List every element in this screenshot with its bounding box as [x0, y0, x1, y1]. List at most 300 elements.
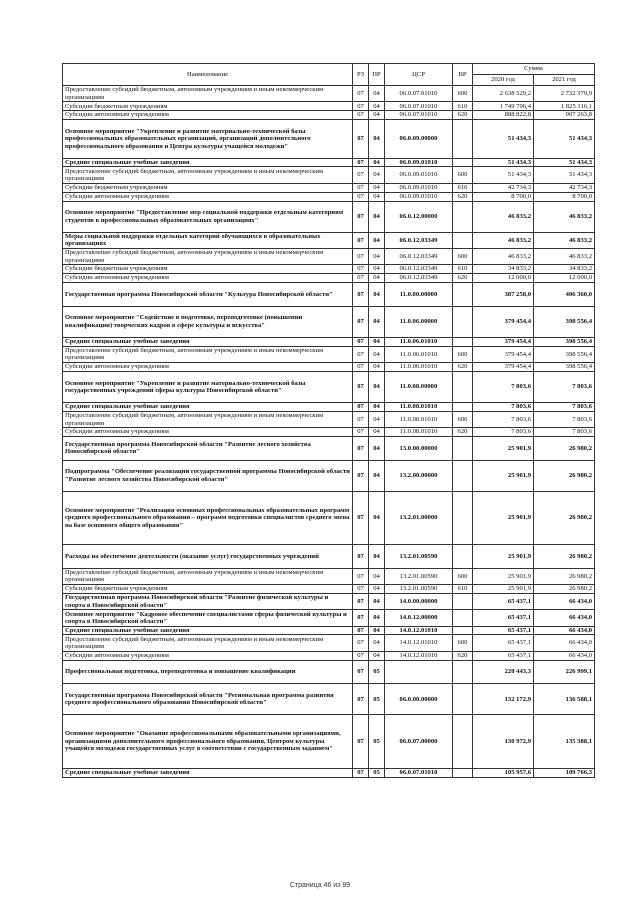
cell-sum-2021: 398 556,4: [534, 346, 595, 362]
cell-name: Государственная программа Новосибирской области "Развитие лесного хозяйства Новосибирской области": [63, 437, 353, 461]
cell-csr: [385, 660, 453, 684]
cell-vr: [453, 232, 473, 248]
cell-rz: 07: [353, 232, 369, 248]
cell-rz: 07: [353, 585, 369, 594]
cell-pr: 04: [369, 402, 385, 411]
cell-sum-2020: 379 454,4: [473, 346, 534, 362]
table-row: [63, 428, 595, 437]
cell-vr: [453, 660, 473, 684]
cell-rz: 07: [353, 568, 369, 584]
cell-sum-2021: 46 833,2: [534, 248, 595, 264]
table-row: [63, 610, 595, 626]
cell-pr: 04: [369, 491, 385, 544]
table-row: [63, 362, 595, 371]
cell-sum-2020: 34 833,2: [473, 265, 534, 274]
cell-csr: 06.0.07.01010: [385, 86, 453, 102]
cell-rz: 07: [353, 768, 369, 777]
cell-pr: 04: [369, 183, 385, 192]
cell-sum-2021: 135 388,1: [534, 715, 595, 768]
cell-sum-2020: 42 734,3: [473, 183, 534, 192]
cell-sum-2020: 51 434,3: [473, 158, 534, 167]
cell-name: Основное мероприятие "Реализация основных профессиональных образовательных программ среднего профессионального образования – программ подготовки специалистов среднего звена на базе основного общего образования": [63, 491, 353, 544]
cell-name: Средние специальные учебные заведения: [63, 626, 353, 635]
cell-vr: 620: [453, 428, 473, 437]
cell-vr: 610: [453, 183, 473, 192]
table-row: [63, 346, 595, 362]
cell-vr: 620: [453, 274, 473, 283]
cell-name: Меры социальной поддержки отдельных категорий обучающихся в образовательных организациях: [63, 232, 353, 248]
col-header-sum: Сумма: [473, 64, 595, 75]
col-header-vr: ВР: [453, 64, 473, 86]
table-row: [63, 585, 595, 594]
cell-sum-2021: 34 833,2: [534, 265, 595, 274]
cell-vr: [453, 545, 473, 569]
cell-sum-2020: 888 822,8: [473, 111, 534, 120]
cell-sum-2021: 51 434,3: [534, 120, 595, 159]
cell-name: Государственная программа Новосибирской области "Культура Новосибирской области": [63, 283, 353, 307]
cell-sum-2020: 379 454,4: [473, 306, 534, 337]
budget-table: [62, 63, 595, 778]
col-header-pr: ПР: [369, 64, 385, 86]
cell-name: Предоставление субсидий бюджетным, автономным учреждениям и иным некоммерческим организациям: [63, 635, 353, 651]
cell-rz: 07: [353, 362, 369, 371]
cell-csr: 14.0.12.01010: [385, 651, 453, 660]
table-row: [63, 337, 595, 346]
cell-rz: 07: [353, 183, 369, 192]
cell-rz: 07: [353, 248, 369, 264]
table-row: [63, 274, 595, 283]
cell-vr: 600: [453, 568, 473, 584]
cell-vr: 600: [453, 248, 473, 264]
cell-sum-2021: 26 980,2: [534, 568, 595, 584]
cell-csr: 06.0.09.01010: [385, 183, 453, 192]
cell-rz: 07: [353, 306, 369, 337]
cell-pr: 05: [369, 768, 385, 777]
table-row: [63, 102, 595, 111]
cell-sum-2020: 132 172,9: [473, 684, 534, 715]
cell-sum-2020: 51 434,3: [473, 120, 534, 159]
cell-name: Предоставление субсидий бюджетным, автономным учреждениям и иным некоммерческим организациям: [63, 411, 353, 427]
cell-name: Предоставление субсидий бюджетным, автономным учреждениям и иным некоммерческим организациям: [63, 568, 353, 584]
cell-vr: 610: [453, 585, 473, 594]
cell-name: Профессиональная подготовка, переподготовка и повышение квалификации: [63, 660, 353, 684]
cell-rz: 07: [353, 158, 369, 167]
cell-vr: [453, 491, 473, 544]
cell-vr: [453, 684, 473, 715]
cell-rz: 07: [353, 715, 369, 768]
cell-csr: 06.0.00.00000: [385, 684, 453, 715]
cell-name: Средние специальные учебные заведения: [63, 158, 353, 167]
cell-vr: [453, 437, 473, 461]
cell-vr: 620: [453, 362, 473, 371]
cell-pr: 04: [369, 306, 385, 337]
cell-vr: [453, 768, 473, 777]
cell-rz: 07: [353, 265, 369, 274]
table-row: [63, 626, 595, 635]
cell-rz: 07: [353, 460, 369, 491]
cell-sum-2020: 7 803,6: [473, 402, 534, 411]
cell-sum-2020: 105 957,6: [473, 768, 534, 777]
cell-vr: [453, 594, 473, 610]
cell-rz: 07: [353, 86, 369, 102]
table-row: [63, 437, 595, 461]
cell-vr: 610: [453, 265, 473, 274]
cell-rz: 07: [353, 411, 369, 427]
cell-sum-2021: 66 434,0: [534, 594, 595, 610]
cell-csr: 06.0.12.00000: [385, 201, 453, 232]
col-header-2021: 2021 год: [534, 75, 595, 86]
cell-name: Основное мероприятие "Предоставление мер социальной поддержки отдельным категориям студентов в профессиональных образовательных организациях": [63, 201, 353, 232]
cell-name: Субсидии автономным учреждениям: [63, 362, 353, 371]
cell-sum-2021: 398 556,4: [534, 306, 595, 337]
cell-csr: 11.0.08.01010: [385, 428, 453, 437]
cell-vr: [453, 201, 473, 232]
cell-name: Субсидии автономным учреждениям: [63, 651, 353, 660]
cell-sum-2020: 46 833,2: [473, 248, 534, 264]
cell-name: Средние специальные учебные заведения: [63, 402, 353, 411]
cell-sum-2021: 136 588,1: [534, 684, 595, 715]
cell-rz: 07: [353, 111, 369, 120]
cell-sum-2020: 25 901,9: [473, 585, 534, 594]
cell-pr: 04: [369, 371, 385, 402]
cell-sum-2020: 65 437,1: [473, 651, 534, 660]
cell-csr: 06.0.09.01010: [385, 192, 453, 201]
table-body: [63, 86, 595, 778]
table-row: [63, 651, 595, 660]
cell-csr: 14.0.12.00000: [385, 610, 453, 626]
cell-pr: 04: [369, 86, 385, 102]
cell-sum-2021: 7 803,6: [534, 402, 595, 411]
cell-vr: [453, 120, 473, 159]
cell-pr: 04: [369, 337, 385, 346]
cell-name: Основное мероприятие "Укрепление и развитие материально-технической базы профессиональных образовательных организаций, организаций дополнительного профессионального образования и Центра культуры учащейся молодежи": [63, 120, 353, 159]
cell-sum-2020: 25 901,9: [473, 568, 534, 584]
cell-csr: 06.0.07.01010: [385, 102, 453, 111]
cell-name: Предоставление субсидий бюджетным, автономным учреждениям и иным некоммерческим организациям: [63, 346, 353, 362]
cell-sum-2021: 7 803,6: [534, 371, 595, 402]
cell-name: Субсидии автономным учреждениям: [63, 428, 353, 437]
cell-csr: 11.0.06.01010: [385, 362, 453, 371]
cell-vr: [453, 337, 473, 346]
table-row: [63, 306, 595, 337]
cell-sum-2020: 25 901,9: [473, 460, 534, 491]
cell-name: Предоставление субсидий бюджетным, автономным учреждениям и иным некоммерческим организациям: [63, 86, 353, 102]
cell-sum-2021: 26 980,2: [534, 460, 595, 491]
cell-rz: 07: [353, 651, 369, 660]
cell-rz: 07: [353, 660, 369, 684]
cell-rz: 07: [353, 274, 369, 283]
cell-vr: 600: [453, 635, 473, 651]
cell-rz: 07: [353, 626, 369, 635]
budget-table-sheet: [62, 63, 594, 778]
cell-name: Средние специальные учебные заведения: [63, 768, 353, 777]
cell-rz: 07: [353, 346, 369, 362]
cell-csr: 11.0.08.00000: [385, 371, 453, 402]
cell-csr: 11.0.08.01010: [385, 411, 453, 427]
cell-sum-2020: 46 833,2: [473, 232, 534, 248]
table-row: [63, 411, 595, 427]
cell-name: Государственная программа Новосибирской области "Региональная программа развития среднего профессионального образования Новосибирской области": [63, 684, 353, 715]
cell-sum-2020: 25 901,9: [473, 437, 534, 461]
cell-name: Подпрограмма "Обеспечение реализации государственной программы Новосибирской области "Развитие лесного хозяйства Новосибирской области": [63, 460, 353, 491]
cell-csr: 06.0.12.03349: [385, 248, 453, 264]
cell-sum-2021: 26 980,2: [534, 491, 595, 544]
table-row: [63, 491, 595, 544]
cell-sum-2021: 7 803,6: [534, 428, 595, 437]
cell-vr: [453, 402, 473, 411]
table-row: [63, 594, 595, 610]
cell-vr: [453, 158, 473, 167]
cell-rz: 07: [353, 594, 369, 610]
cell-sum-2021: 26 980,2: [534, 585, 595, 594]
cell-name: Субсидии бюджетным учреждениям: [63, 183, 353, 192]
cell-vr: 600: [453, 167, 473, 183]
table-row: [63, 715, 595, 768]
page-number: Страница 46 из 99: [289, 882, 351, 889]
cell-rz: 07: [353, 201, 369, 232]
cell-pr: 04: [369, 428, 385, 437]
table-row: [63, 86, 595, 102]
cell-pr: 04: [369, 568, 385, 584]
cell-vr: 620: [453, 192, 473, 201]
cell-rz: 07: [353, 402, 369, 411]
table-row: [63, 232, 595, 248]
cell-sum-2021: 398 556,4: [534, 362, 595, 371]
cell-sum-2021: 66 434,0: [534, 626, 595, 635]
cell-pr: 04: [369, 201, 385, 232]
cell-sum-2021: 226 999,1: [534, 660, 595, 684]
cell-pr: 04: [369, 265, 385, 274]
cell-sum-2021: 51 434,3: [534, 167, 595, 183]
cell-name: Основное мероприятие "Кадровое обеспечение специалистами сферы физической культуры и спорта в Новосибирской области": [63, 610, 353, 626]
cell-pr: 04: [369, 102, 385, 111]
cell-sum-2020: 7 803,6: [473, 371, 534, 402]
cell-pr: 05: [369, 660, 385, 684]
cell-pr: 04: [369, 346, 385, 362]
cell-vr: [453, 626, 473, 635]
cell-vr: 600: [453, 411, 473, 427]
col-header-2020: 2020 год: [473, 75, 534, 86]
cell-sum-2021: 26 980,2: [534, 545, 595, 569]
cell-csr: 14.0.00.00000: [385, 594, 453, 610]
cell-csr: 13.2.01.00590: [385, 568, 453, 584]
cell-pr: 04: [369, 362, 385, 371]
cell-name: Субсидии автономным учреждениям: [63, 274, 353, 283]
cell-rz: 07: [353, 684, 369, 715]
table-row: [63, 120, 595, 159]
cell-sum-2020: 379 454,4: [473, 337, 534, 346]
cell-vr: 600: [453, 346, 473, 362]
cell-name: Субсидии бюджетным учреждениям: [63, 102, 353, 111]
cell-name: Государственная программа Новосибирской области "Развитие физической культуры и спорта в Новосибирской области": [63, 594, 353, 610]
cell-csr: 06.0.12.03349: [385, 274, 453, 283]
table-row: [63, 192, 595, 201]
cell-sum-2021: 66 434,0: [534, 635, 595, 651]
cell-sum-2021: 26 980,2: [534, 437, 595, 461]
cell-rz: 07: [353, 610, 369, 626]
cell-name: Основное мероприятие "Оказание профессиональными образовательными организациями, организациями дополнительного профессионального образования, Центром культуры учащейся молодежи государственных услуг в соответствии с государственным заданием": [63, 715, 353, 768]
cell-sum-2021: 1 825 116,1: [534, 102, 595, 111]
cell-csr: 06.0.09.01010: [385, 167, 453, 183]
cell-vr: [453, 610, 473, 626]
table-row: [63, 684, 595, 715]
cell-name: Основное мероприятие "Укрепление и развитие материально-технической базы государственных учреждений сферы культуры Новосибирской области": [63, 371, 353, 402]
table-row: [63, 545, 595, 569]
table-row: [63, 768, 595, 777]
cell-pr: 04: [369, 248, 385, 264]
cell-name: Средние специальные учебные заведения: [63, 337, 353, 346]
cell-csr: 06.0.12.03349: [385, 232, 453, 248]
col-header-rz: РЗ: [353, 64, 369, 86]
cell-pr: 04: [369, 411, 385, 427]
cell-sum-2020: 220 443,3: [473, 660, 534, 684]
cell-sum-2020: 12 000,0: [473, 274, 534, 283]
cell-sum-2020: 8 700,0: [473, 192, 534, 201]
cell-sum-2020: 379 454,4: [473, 362, 534, 371]
cell-pr: 04: [369, 651, 385, 660]
cell-pr: 04: [369, 192, 385, 201]
table-row: [63, 265, 595, 274]
table-row: [63, 167, 595, 183]
cell-pr: 04: [369, 635, 385, 651]
cell-sum-2020: 130 972,9: [473, 715, 534, 768]
table-row: [63, 248, 595, 264]
cell-pr: 04: [369, 283, 385, 307]
cell-sum-2020: 65 437,1: [473, 594, 534, 610]
cell-name: Субсидии автономным учреждениям: [63, 192, 353, 201]
cell-csr: 11.0.08.01010: [385, 402, 453, 411]
cell-vr: [453, 460, 473, 491]
cell-csr: 14.0.12.01010: [385, 626, 453, 635]
cell-csr: 13.2.00.00000: [385, 460, 453, 491]
table-row: [63, 158, 595, 167]
table-row: [63, 183, 595, 192]
cell-pr: 04: [369, 120, 385, 159]
cell-sum-2020: 2 638 529,2: [473, 86, 534, 102]
cell-sum-2020: 387 258,0: [473, 283, 534, 307]
cell-name: Основное мероприятие "Содействие в подготовке, переподготовке (повышении квалификации) творческих кадров в сфере культуры и искусства": [63, 306, 353, 337]
cell-csr: 13.0.00.00000: [385, 437, 453, 461]
cell-csr: 11.0.06.00000: [385, 306, 453, 337]
table-row: [63, 460, 595, 491]
table-row: [63, 111, 595, 120]
cell-sum-2021: 907 263,8: [534, 111, 595, 120]
cell-rz: 07: [353, 167, 369, 183]
cell-rz: 07: [353, 283, 369, 307]
cell-sum-2021: 46 833,2: [534, 232, 595, 248]
cell-vr: [453, 715, 473, 768]
cell-pr: 04: [369, 594, 385, 610]
cell-sum-2021: 398 556,4: [534, 337, 595, 346]
cell-csr: 06.0.09.01010: [385, 158, 453, 167]
cell-name: Субсидии автономным учреждениям: [63, 111, 353, 120]
cell-vr: 620: [453, 111, 473, 120]
cell-csr: 13.2.01.00000: [385, 491, 453, 544]
cell-vr: 600: [453, 86, 473, 102]
cell-pr: 04: [369, 437, 385, 461]
col-header-name: Наименование: [63, 64, 353, 86]
cell-csr: 13.2.01.00590: [385, 545, 453, 569]
cell-sum-2021: 406 360,0: [534, 283, 595, 307]
cell-csr: 06.0.07.00000: [385, 715, 453, 768]
cell-rz: 07: [353, 428, 369, 437]
cell-csr: 11.0.06.01010: [385, 337, 453, 346]
cell-pr: 04: [369, 460, 385, 491]
cell-sum-2021: 2 732 379,9: [534, 86, 595, 102]
cell-rz: 07: [353, 120, 369, 159]
table-row: [63, 635, 595, 651]
cell-csr: 13.2.01.00590: [385, 585, 453, 594]
cell-csr: 06.0.07.01010: [385, 111, 453, 120]
cell-sum-2020: 25 901,9: [473, 491, 534, 544]
cell-sum-2020: 65 437,1: [473, 626, 534, 635]
cell-pr: 04: [369, 232, 385, 248]
cell-sum-2021: 42 734,3: [534, 183, 595, 192]
cell-pr: 05: [369, 715, 385, 768]
cell-csr: 06.0.07.01010: [385, 768, 453, 777]
cell-sum-2020: 65 437,1: [473, 635, 534, 651]
cell-csr: 11.0.00.00000: [385, 283, 453, 307]
cell-pr: 04: [369, 610, 385, 626]
cell-vr: 610: [453, 102, 473, 111]
cell-sum-2021: 7 803,6: [534, 411, 595, 427]
cell-sum-2021: 66 434,0: [534, 610, 595, 626]
cell-sum-2021: 12 000,0: [534, 274, 595, 283]
cell-sum-2021: 8 700,0: [534, 192, 595, 201]
table-row: [63, 660, 595, 684]
cell-sum-2021: 46 833,2: [534, 201, 595, 232]
cell-vr: [453, 283, 473, 307]
table-row: [63, 371, 595, 402]
cell-name: Предоставление субсидий бюджетным, автономным учреждениям и иным некоммерческим организациям: [63, 248, 353, 264]
cell-sum-2021: 66 434,0: [534, 651, 595, 660]
cell-name: Расходы на обеспечение деятельности (оказание услуг) государственных учреждений: [63, 545, 353, 569]
cell-pr: 05: [369, 684, 385, 715]
cell-sum-2020: 25 901,9: [473, 545, 534, 569]
col-header-csr: ЦСР: [385, 64, 453, 86]
cell-sum-2020: 7 803,6: [473, 428, 534, 437]
cell-pr: 04: [369, 545, 385, 569]
cell-rz: 07: [353, 437, 369, 461]
cell-pr: 04: [369, 111, 385, 120]
cell-name: Предоставление субсидий бюджетным, автономным учреждениям и иным некоммерческим организациям: [63, 167, 353, 183]
cell-sum-2020: 51 434,3: [473, 167, 534, 183]
cell-vr: [453, 371, 473, 402]
table-row: [63, 283, 595, 307]
cell-csr: 06.0.12.03349: [385, 265, 453, 274]
cell-pr: 04: [369, 626, 385, 635]
cell-csr: 14.0.12.01010: [385, 635, 453, 651]
cell-rz: 07: [353, 337, 369, 346]
cell-sum-2020: 46 833,2: [473, 201, 534, 232]
cell-sum-2020: 65 437,1: [473, 610, 534, 626]
cell-sum-2021: 51 434,3: [534, 158, 595, 167]
cell-rz: 07: [353, 102, 369, 111]
cell-sum-2020: 1 749 706,4: [473, 102, 534, 111]
cell-pr: 04: [369, 158, 385, 167]
cell-vr: [453, 306, 473, 337]
cell-vr: 620: [453, 651, 473, 660]
cell-pr: 04: [369, 167, 385, 183]
cell-name: Субсидии бюджетным учреждениям: [63, 585, 353, 594]
cell-rz: 07: [353, 192, 369, 201]
cell-rz: 07: [353, 491, 369, 544]
cell-csr: 06.0.09.00000: [385, 120, 453, 159]
cell-csr: 11.0.06.01010: [385, 346, 453, 362]
cell-rz: 07: [353, 635, 369, 651]
cell-pr: 04: [369, 585, 385, 594]
table-row: [63, 568, 595, 584]
